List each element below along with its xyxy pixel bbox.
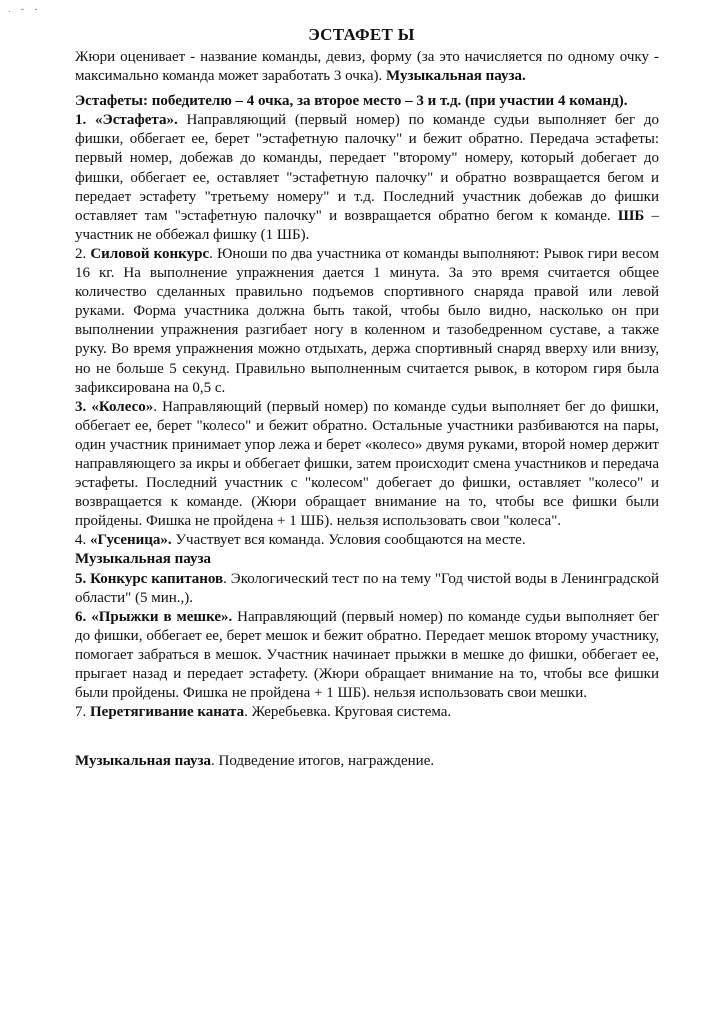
relay-item-5 [75, 570, 659, 608]
item-5-name: Конкурс капитанов [90, 570, 224, 587]
relay-item-4 [75, 531, 659, 550]
item-6-name: «Прыжки в мешке». [91, 608, 233, 625]
final-paragraph [75, 752, 659, 771]
item-4-text: Участвует вся команда. Условия сообщаются на месте. [171, 532, 526, 549]
scan-corner-marks: . - - [8, 4, 42, 14]
item-4-name: «Гусеница». [90, 532, 172, 549]
item-1-name: «Эстафета». [95, 112, 178, 129]
item-1-text: Направляющий (первый номер) по команде судьи выполняет бег до фишки, оббегает ее, берет "эстафетную палочку" и бежит обратно. Передача эстафеты: первый номер, добежав до команды, передает "второму" номеру, который добегает до фишки, оббегает ее, оставляет "эстафетную палочку" и обратно возвращается бегом и передает эстафету "третьему номеру" и т.д. Последний участник добежав до фишки оставляет там "эстафетную палочку" и возвращается обратно бегом к команде. [75, 112, 660, 224]
music-pause-1: Музыкальная пауза. [385, 68, 526, 85]
item-7-name: Перетягивание каната [90, 704, 245, 721]
relay-item-6 [75, 608, 659, 703]
relay-item-7 [75, 703, 659, 722]
item-6-text: Направляющий (первый номер) по команде судьи выполняет бег до фишки, оббегает ее, берет мешок и бежит обратно. Передает мешок второму участнику, помогает забраться в мешок. Участник начинает прыжки в мешке до фишки, оббегает ее, прыгает назад и передает эстафету. (Жюри обращает внимание на то, чтобы все фишки были пройдены. Фишка не пройдена + 1 ШБ). нельзя использовать свои мешки. [75, 608, 660, 702]
item-1-penalty-label: ШБ [617, 207, 645, 224]
music-pause-2: Музыкальная пауза [75, 551, 212, 568]
item-7-text: . Жеребьевка. Круговая система. [244, 704, 452, 721]
item-3-number: 3. [75, 398, 92, 415]
relay-item-2 [75, 245, 659, 398]
jury-text: Жюри оценивает - название команды, девиз, форму (за это начисляется по одному очку - максимально команда может заработать 3 очка). [75, 49, 659, 85]
item-7-number: 7. [75, 704, 90, 721]
jury-paragraph [75, 48, 659, 86]
item-1-number: 1. [75, 112, 96, 129]
item-6-number: 6. [75, 608, 92, 625]
item-3-text: . Направляющий (первый номер) по команде судьи выполняет бег до фишки, оббегает ее, берет "колесо" и бежит обратно. Остальные участники разбиваются на пары, один участник принимает упор лежа и берет «колесо» двумя руками, второй номер держит направляющего за икры и оббегает фишки, затем происходит смена участников и передача эстафеты. Последний участник с "колесом" добегает до фишки, оставляет "колесо" и возвращается к команде. (Жюри обращает внимание на то, чтобы все фишки были пройдены. Фишка не пройдена + 1 ШБ). нельзя использовать свои "колеса". [75, 398, 659, 530]
item-2-number: 2. [75, 245, 91, 262]
final-text: . Подведение итогов, награждение. [211, 753, 435, 770]
relay-item-1 [75, 111, 659, 245]
relays-intro: Эстафеты: победителю – 4 очка, за второе место – 3 и т.д. (при участии 4 команд). [75, 93, 628, 110]
item-2-name: Силовой конкурс [90, 245, 210, 262]
relay-item-3 [75, 398, 659, 532]
item-5-text: . Экологический тест по на тему "Год чистой воды в Ленинградской области" (5 мин.,). [75, 570, 660, 606]
final-music-pause: Музыкальная пауза [75, 753, 212, 770]
page-title: ЭСТАФЕТ Ы [308, 25, 415, 44]
item-5-number: 5. [75, 570, 91, 587]
item-1-penalty-text: – участник не оббежал фишку (1 ШБ). [75, 207, 659, 243]
item-3-name: «Колесо» [91, 398, 154, 415]
item-2-text: . Юноши по два участника от команды выполняют: Рывок гири весом 16 кг. На выполнение упражнения дается 1 минута. За это время считается общее количество сделанных правильно подъемов спортивного снаряда правой или левой руками. Форма участника должна быть такой, чтобы было видно, насколько он при выполнении упражнения разгибает ногу в коленном и тазобедренном суставе, а также руку. Во время упражнения можно отдыхать, держа спортивный снаряд вверху или внизу, но не больше 5 секунд. Правильно выполненным считается рывок, в котором гиря была зафиксирована на 0,5 с. [75, 245, 659, 396]
item-4-number: 4. [75, 532, 90, 549]
document-body [75, 48, 659, 771]
